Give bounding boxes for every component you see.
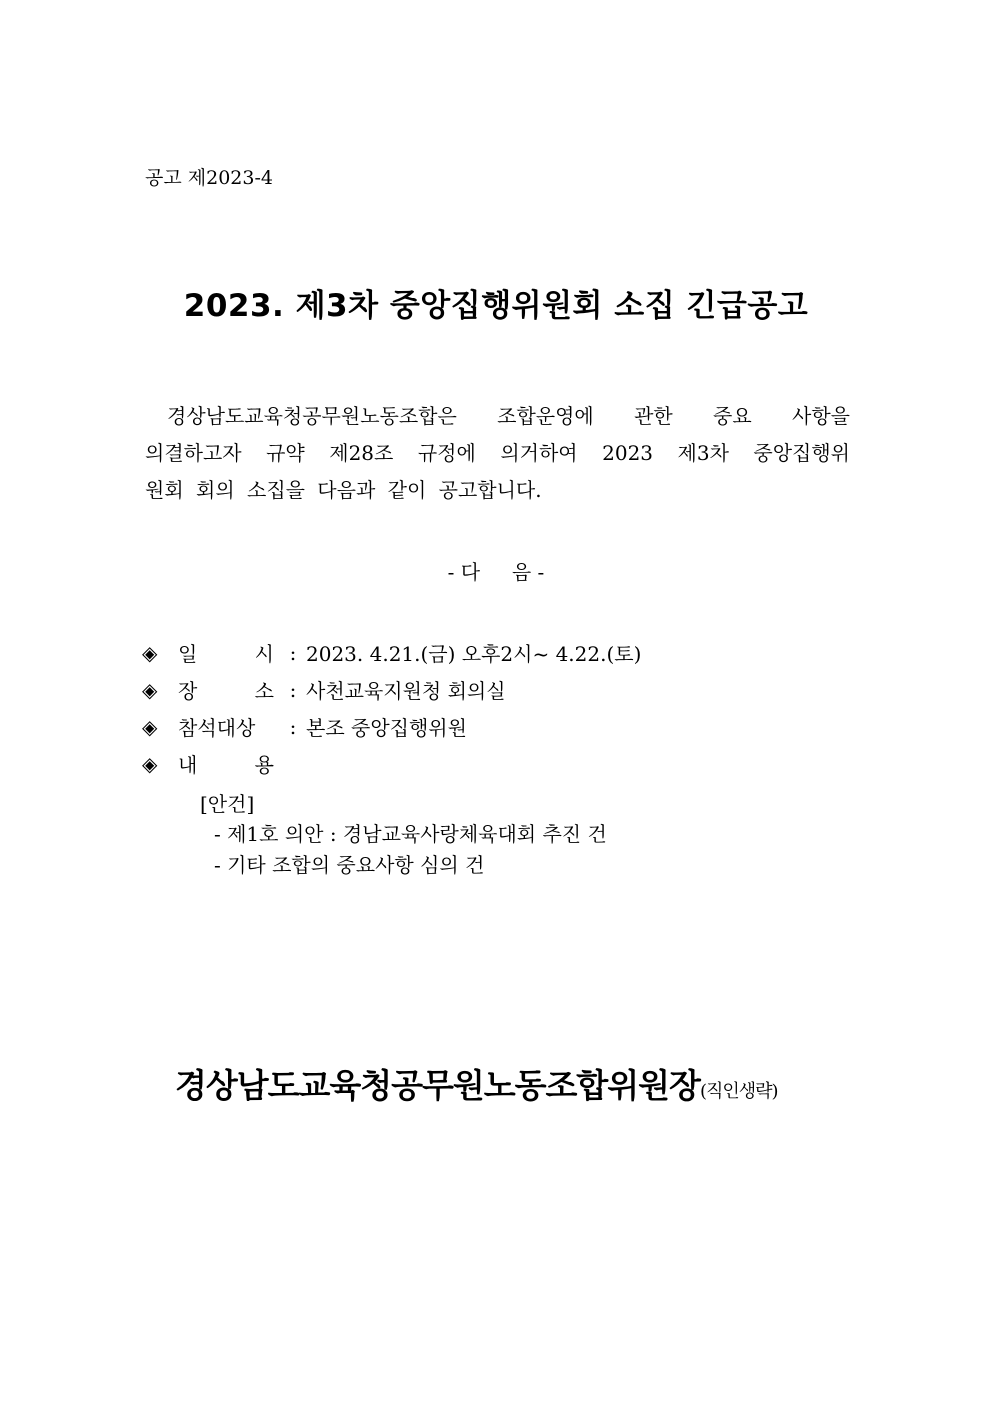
intro-line: 원회 회의 소집을 다음과 같이 공고합니다. (145, 478, 542, 502)
label-char: 장 (178, 679, 198, 703)
intro-line: 경상남도교육청공무원노동조합은 조합운영에 관한 중요 사항을 (167, 404, 850, 428)
colon: : (289, 677, 297, 702)
document-title: 2023. 제3차 중앙집행위원회 소집 긴급공고 (183, 288, 809, 324)
agenda-item: - 제1호 의안 : 경남교육사랑체육대회 추진 건 (214, 822, 607, 846)
seal-note: (직인생략) (699, 1081, 778, 1102)
intro-paragraph (145, 398, 850, 509)
diamond-bullet-icon: ◈ (142, 640, 158, 665)
intro-line: 의결하고자 규약 제28조 규정에 의거하여 2023 제3차 중앙집행위 (145, 441, 850, 465)
detail-label (178, 638, 274, 667)
diamond-bullet-icon: ◈ (142, 677, 158, 702)
label-text: 참석대상 (178, 716, 256, 740)
detail-item-attendees (142, 708, 641, 745)
colon: : (289, 714, 297, 739)
label-char: 용 (254, 753, 274, 777)
agenda-section (200, 788, 607, 880)
agenda-title: [안건] (200, 792, 255, 816)
detail-item-venue (142, 671, 641, 708)
detail-label (178, 712, 274, 741)
diamond-bullet-icon: ◈ (142, 714, 158, 739)
label-char: 소 (254, 679, 274, 703)
colon: : (289, 640, 297, 665)
diamond-bullet-icon: ◈ (142, 751, 158, 776)
signature (175, 1060, 778, 1107)
detail-value: 사천교육지원청 회의실 (306, 679, 506, 703)
detail-label (178, 675, 274, 704)
label-char: 내 (178, 753, 198, 777)
agenda-item: - 기타 조합의 중요사항 심의 건 (214, 853, 485, 877)
detail-value: 본조 중앙집행위원 (306, 716, 467, 740)
detail-item-datetime (142, 634, 641, 671)
detail-item-content (142, 745, 641, 782)
signature-name: 경상남도교육청공무원노동조합위원장 (175, 1066, 700, 1105)
label-char: 일 (178, 642, 198, 666)
detail-label (178, 749, 274, 778)
label-char: 시 (254, 642, 274, 666)
notice-number: 공고 제2023-4 (145, 167, 273, 189)
follows-heading: - 다 음 - (447, 560, 545, 584)
details-list (142, 634, 641, 782)
detail-value: 2023. 4.21.(금) 오후2시~ 4.22.(토) (306, 642, 642, 666)
